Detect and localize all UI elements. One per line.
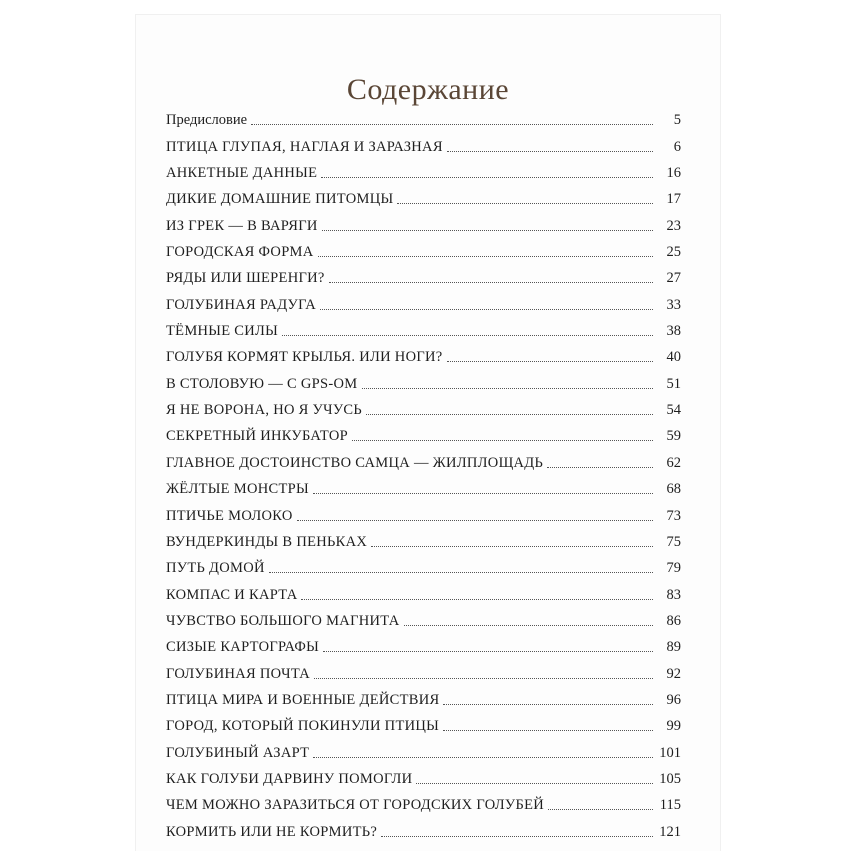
toc-entry-title: ГОЛУБИНЫЙ АЗАРТ (166, 744, 310, 761)
toc-entry-title: СИЗЫЕ КАРТОГРАФЫ (166, 639, 320, 656)
toc-entry (166, 235, 681, 261)
toc-entry (166, 525, 681, 551)
toc-entry-title: ГОЛУБЯ КОРМЯТ КРЫЛЬЯ. ИЛИ НОГИ? (166, 349, 443, 366)
toc-entry (166, 129, 681, 155)
dot-leader (548, 808, 653, 810)
dot-leader (313, 492, 653, 494)
toc-entry-page-number: 121 (659, 823, 681, 840)
toc-entry-page-number: 27 (666, 270, 681, 287)
toc-entry (166, 656, 681, 682)
toc-entry-page-number: 89 (666, 639, 681, 656)
toc-entry (166, 419, 681, 445)
dot-leader (362, 387, 654, 389)
toc-entry-title: ГОЛУБИНАЯ ПОЧТА (166, 665, 311, 682)
toc-entry-page-number: 83 (666, 586, 681, 603)
toc-entry-title: ГЛАВНОЕ ДОСТОИНСТВО САМЦА — ЖИЛПЛОЩАДЬ (166, 454, 544, 471)
toc-entry (166, 261, 681, 287)
toc-entry-page-number: 5 (673, 112, 681, 129)
dot-leader (404, 624, 653, 626)
toc-entry-title: Я НЕ ВОРОНА, НО Я УЧУСЬ (166, 402, 363, 419)
dot-leader (297, 519, 653, 521)
toc-entry (166, 683, 681, 709)
dot-leader (314, 677, 653, 679)
toc-entry-page-number: 99 (666, 718, 681, 735)
toc-entry-page-number: 101 (659, 744, 681, 761)
dot-leader (416, 782, 653, 784)
toc-entry-title: ПТИЧЬЕ МОЛОКО (166, 507, 293, 524)
toc-entry-title: ЖЁЛТЫЕ МОНСТРЫ (166, 481, 309, 498)
dot-leader (366, 413, 653, 415)
toc-entry (166, 788, 681, 814)
toc-entry (166, 314, 681, 340)
toc-entry (166, 366, 681, 392)
dot-leader (381, 835, 653, 837)
toc-entry-title: ЧЕМ МОЖНО ЗАРАЗИТЬСЯ ОТ ГОРОДСКИХ ГОЛУБЕЙ (166, 797, 545, 814)
dot-leader (282, 334, 653, 336)
toc-entry (166, 814, 681, 840)
toc-entry-title: АНКЕТНЫЕ ДАННЫЕ (166, 165, 318, 182)
toc-entry-page-number: 6 (673, 138, 681, 155)
dot-leader (320, 308, 653, 310)
toc-entry-page-number: 25 (666, 244, 681, 261)
toc-entry (166, 156, 681, 182)
dot-leader (251, 123, 653, 125)
toc-entry (166, 577, 681, 603)
toc-entry-page-number: 23 (666, 217, 681, 234)
toc-entry (166, 604, 681, 630)
toc-entry-page-number: 73 (666, 507, 681, 524)
dot-leader (318, 255, 653, 257)
toc-entry-page-number: 38 (666, 323, 681, 340)
toc-entry-title: ГОЛУБИНАЯ РАДУГА (166, 296, 316, 313)
dot-leader (301, 598, 653, 600)
toc-entry-title: ВУНДЕРКИНДЫ В ПЕНЬКАХ (166, 533, 368, 550)
toc-entry-title: ЧУВСТВО БОЛЬШОГО МАГНИТА (166, 612, 400, 629)
dot-leader (329, 281, 653, 283)
toc-entry-page-number: 40 (666, 349, 681, 366)
toc-entry (166, 393, 681, 419)
toc-entry-page-number: 59 (666, 428, 681, 445)
toc-entry (166, 208, 681, 234)
dot-leader (447, 150, 653, 152)
dot-leader (269, 571, 653, 573)
toc-entry-page-number: 86 (666, 612, 681, 629)
toc-entry-page-number: 62 (666, 454, 681, 471)
dot-leader (313, 756, 653, 758)
dot-leader (322, 229, 653, 231)
toc-entry-title: ТЁМНЫЕ СИЛЫ (166, 323, 279, 340)
dot-leader (547, 466, 653, 468)
toc-entry-page-number: 16 (666, 165, 681, 182)
toc-entry-title: Предисловие (166, 112, 248, 129)
toc-entry (166, 551, 681, 577)
toc-entry (166, 762, 681, 788)
dot-leader (352, 439, 653, 441)
toc-entry (166, 498, 681, 524)
toc-entry (166, 103, 681, 129)
toc-entry-page-number: 68 (666, 481, 681, 498)
toc-entry-title: ПУТЬ ДОМОЙ (166, 560, 265, 577)
toc-entry (166, 472, 681, 498)
dot-leader (321, 176, 653, 178)
toc-entry-page-number: 79 (666, 560, 681, 577)
toc-entry-title: СЕКРЕТНЫЙ ИНКУБАТОР (166, 428, 349, 445)
dot-leader (447, 360, 653, 362)
toc-entry-page-number: 92 (666, 665, 681, 682)
toc-entry (166, 709, 681, 735)
table-of-contents (166, 103, 681, 841)
dot-leader (323, 650, 653, 652)
dot-leader (397, 202, 653, 204)
toc-entry (166, 287, 681, 313)
toc-entry-title: РЯДЫ ИЛИ ШЕРЕНГИ? (166, 270, 325, 287)
toc-entry-title: ПТИЦА ГЛУПАЯ, НАГЛАЯ И ЗАРАЗНАЯ (166, 138, 443, 155)
dot-leader (443, 703, 653, 705)
toc-entry-page-number: 105 (659, 770, 681, 787)
toc-entry (166, 182, 681, 208)
toc-entry-page-number: 33 (666, 296, 681, 313)
toc-entry-page-number: 115 (659, 797, 681, 814)
toc-entry (166, 340, 681, 366)
toc-entry-title: ИЗ ГРЕК — В ВАРЯГИ (166, 217, 318, 234)
dot-leader (443, 729, 653, 731)
toc-entry-page-number: 51 (666, 375, 681, 392)
toc-entry (166, 735, 681, 761)
toc-entry-page-number: 17 (666, 191, 681, 208)
toc-entry-title: ПТИЦА МИРА И ВОЕННЫЕ ДЕЙСТВИЯ (166, 691, 440, 708)
toc-entry-title: В СТОЛОВУЮ — С GPS-ОМ (166, 375, 358, 392)
dot-leader (371, 545, 653, 547)
toc-entry-title: КАК ГОЛУБИ ДАРВИНУ ПОМОГЛИ (166, 770, 413, 787)
toc-entry (166, 445, 681, 471)
toc-entry-title: КОМПАС И КАРТА (166, 586, 298, 603)
toc-entry (166, 630, 681, 656)
page-title: Содержание (346, 73, 510, 106)
toc-entry-title: ДИКИЕ ДОМАШНИЕ ПИТОМЦЫ (166, 191, 394, 208)
toc-entry-title: ГОРОДСКАЯ ФОРМА (166, 244, 314, 261)
toc-entry-page-number: 96 (666, 691, 681, 708)
toc-entry-page-number: 54 (666, 402, 681, 419)
toc-entry-title: КОРМИТЬ ИЛИ НЕ КОРМИТЬ? (166, 823, 378, 840)
toc-entry-page-number: 75 (666, 533, 681, 550)
toc-entry-title: ГОРОД, КОТОРЫЙ ПОКИНУЛИ ПТИЦЫ (166, 718, 440, 735)
